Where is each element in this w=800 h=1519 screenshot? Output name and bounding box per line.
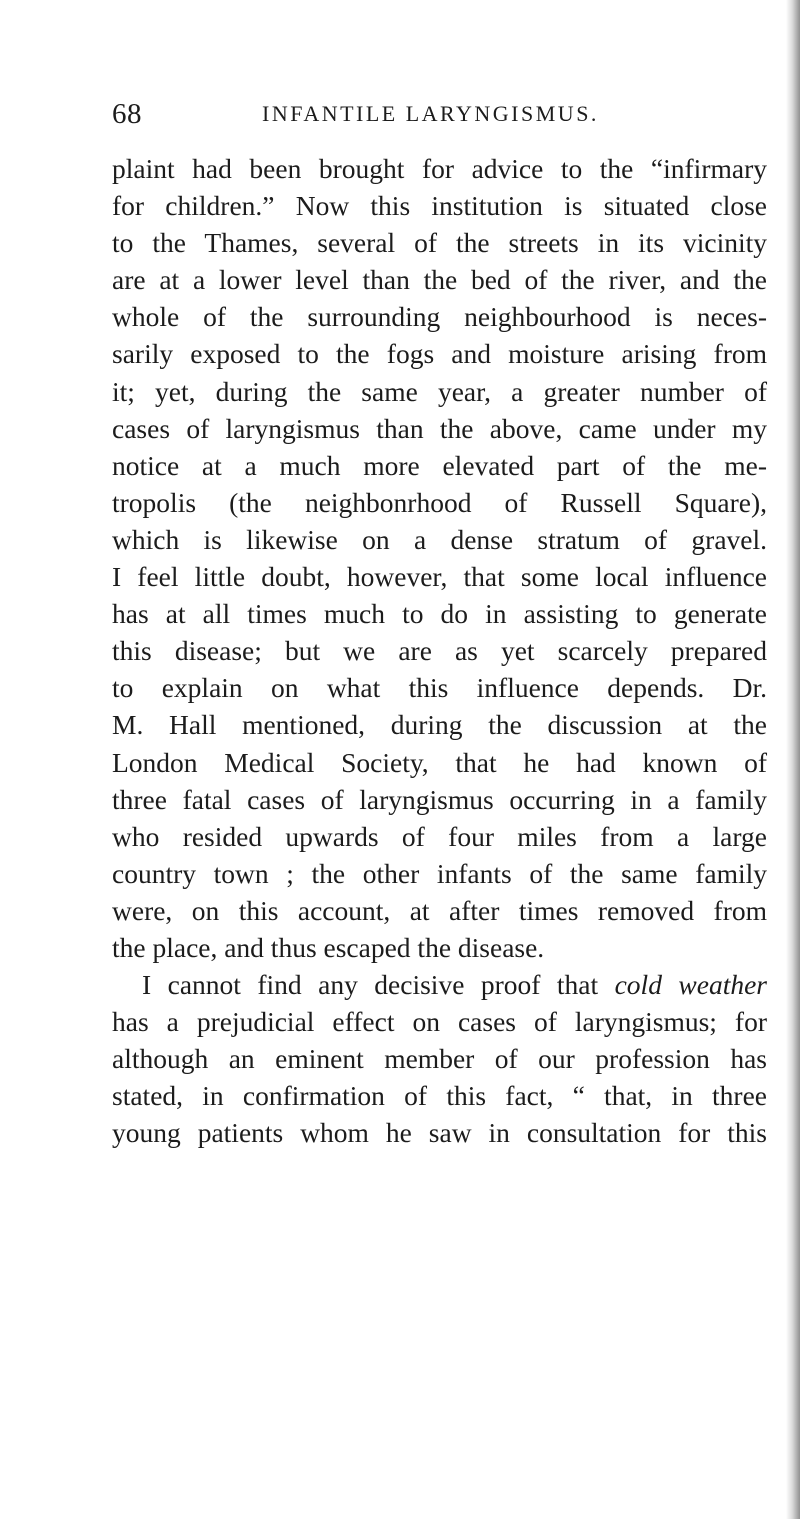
text-line: it; yet, during the same year, a greater number of <box>112 375 767 407</box>
text-line: were, on this account, at after times removed from <box>112 894 767 926</box>
text-line: tropolis (the neighbonrhood of Russell Square), <box>112 486 767 518</box>
text-line: to explain on what this influence depends. Dr. <box>112 672 767 704</box>
text-line: plaint had been brought for advice to the “infirmary <box>112 153 767 184</box>
text-line: young patients whom he saw in consultation for this <box>112 1117 767 1149</box>
text-line: cases of laryngismus than the above, came under my <box>112 412 767 444</box>
text-line: country town ; the other infants of the same family <box>112 857 767 889</box>
text-line: has at all times much to do in assisting to generate <box>112 598 767 630</box>
text-line: although an eminent member of our profession has <box>112 1043 767 1075</box>
running-title: INFANTILE LARYNGISMUS. <box>262 101 599 126</box>
paragraph-start-line <box>112 966 767 1003</box>
page-header <box>112 98 772 138</box>
text-line: has a prejudicial effect on cases of laryngismus; for <box>112 1006 767 1038</box>
page-number: 68 <box>112 98 142 130</box>
body-text <box>112 150 767 1152</box>
text-line: stated, in confirmation of this fact, “ that, in three <box>112 1080 767 1112</box>
italic-emphasis: cold weather <box>614 969 767 1001</box>
text-line: I feel little doubt, however, that some local influence <box>112 561 767 593</box>
text-line: M. Hall mentioned, during the discussion at the <box>112 709 767 741</box>
text-line: who resided upwards of four miles from a large <box>112 820 767 852</box>
page-edge-shadow <box>786 0 800 1519</box>
text-line: this disease; but we are as yet scarcely prepared <box>112 635 767 667</box>
text-run: I cannot find any decisive proof that <box>142 969 615 1001</box>
text-line: three fatal cases of laryngismus occurring in a family <box>112 783 767 815</box>
text-line: are at a lower level than the bed of the river, and the <box>112 264 767 296</box>
text-line: notice at a much more elevated part of the me- <box>112 449 767 481</box>
text-line: London Medical Society, that he had known of <box>112 746 767 778</box>
text-line: which is likewise on a dense stratum of gravel. <box>112 523 767 555</box>
text-line: for children.” Now this institution is situated close <box>112 190 767 222</box>
paragraph-end-line: the place, and thus escaped the disease. <box>112 931 545 963</box>
text-line: sarily exposed to the fogs and moisture arising from <box>112 338 767 370</box>
text-line: to the Thames, several of the streets in its vicinity <box>112 227 767 259</box>
text-line: whole of the surrounding neighbourhood is neces- <box>112 301 767 333</box>
